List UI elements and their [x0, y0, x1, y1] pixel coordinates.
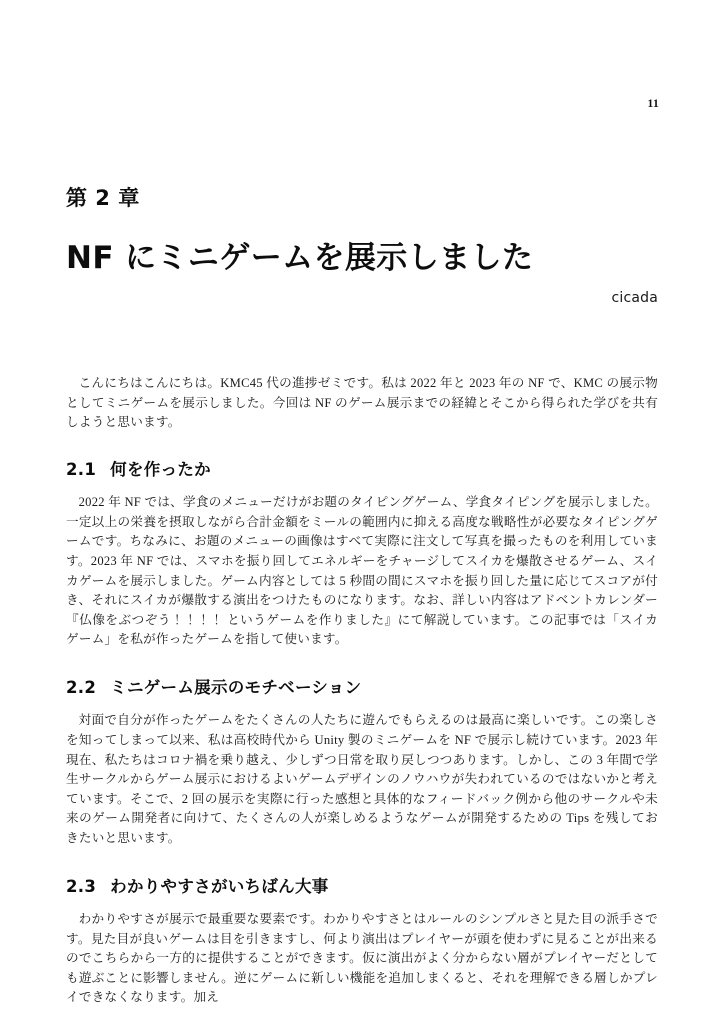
- section-title: ミニゲーム展示のモチベーション: [110, 677, 362, 697]
- section-2-1-paragraph: 2022 年 NF では、学食のメニューだけがお題のタイピングゲーム、学食タイピングを展示しました。一定以上の栄養を摂取しながら合計金額をミールの範囲内に抑える高度な戦略性が必要なタイピングゲームです。ちなみに、お題のメニューの画像はすべて実際に注文して写真を撮ったものを利用しています。2023 年 NF では、スマホを振り回してエネルギーをチャージしてスイカを爆散させるゲーム、スイカゲームを展示しました。ゲーム内容としては 5 秒間の間にスマホを振り回した量に応じてスコアが付き、それにスイカが爆散する演出をつけたものになります。なお、詳しい内容はアドベントカレンダー『仏像をぶつぞう！！！！ というゲームを作りました』にて解説しています。この記事では「スイカゲーム」を私が作ったゲームを指して使います。: [66, 495, 658, 647]
- section-heading-2-1: [66, 459, 658, 480]
- body-column: [66, 374, 658, 1008]
- chapter-opener: [66, 186, 658, 306]
- section-heading-2-2: [66, 677, 658, 698]
- section-title: 何を作ったか: [110, 459, 211, 479]
- section-2-2-paragraph: 対面で自分が作ったゲームをたくさんの人たちに遊んでもらえるのは最高に楽しいです。この楽しさを知ってしまって以来、私は高校時代から Unity 製のミニゲームを NF で展示し続けています。2023 年現在、私たちはコロナ禍を乗り越え、少しずつ日常を取り戻しつつあります。しかし、この 3 年間で学生サークルからゲーム展示におけるよいゲームデザインのノウハウが失われているのではないかと考えています。そこで、2 回の展示を実際に行った感想と具体的なフィードバック例から他のサークルや未来のゲーム開発者に向けて、たくさんの人が楽しめるようなゲームが開発するための Tips を残しておきたいと思います。: [66, 713, 658, 845]
- spacer: [66, 650, 658, 677]
- spacer: [66, 698, 658, 711]
- chapter-label: 第 2 章: [66, 186, 140, 210]
- chapter-title: NF にミニゲームを展示しました: [66, 240, 534, 277]
- spacer: [66, 849, 658, 876]
- spacer: [66, 433, 658, 459]
- section-number: 2.1: [66, 459, 97, 479]
- chapter-author: cicada: [611, 289, 658, 306]
- section-2-3-paragraph: わかりやすさが展示で最重要な要素です。わかりやすさとはルールのシンプルさと見た目の派手さです。見た目が良いゲームは目を引きますし、何より演出はプレイヤーが頭を使わずに見ることが出来るのでこちらから一方的に提供することができます。仮に演出がよく分からない層がプレイヤーだとしても遊ぶことに影響しません。逆にゲームに新しい機能を追加しまくると、それを理解できる層しかプレイできなくなります。加え: [66, 912, 658, 1005]
- spacer: [66, 480, 658, 493]
- section-number: 2.3: [66, 876, 97, 896]
- section-heading-2-3: [66, 876, 658, 897]
- section-number: 2.2: [66, 677, 97, 697]
- intro-paragraph: こんにちはこんにちは。KMC45 代の進捗ゼミです。私は 2022 年と 2023 年の NF で、KMC の展示物としてミニゲームを展示しました。今回は NF のゲーム展示までの経緯とそこから得られた学びを共有しようと思います。: [66, 376, 658, 430]
- section-title: わかりやすさがいちばん大事: [110, 876, 329, 896]
- page-number: 11: [647, 98, 659, 110]
- spacer: [66, 897, 658, 910]
